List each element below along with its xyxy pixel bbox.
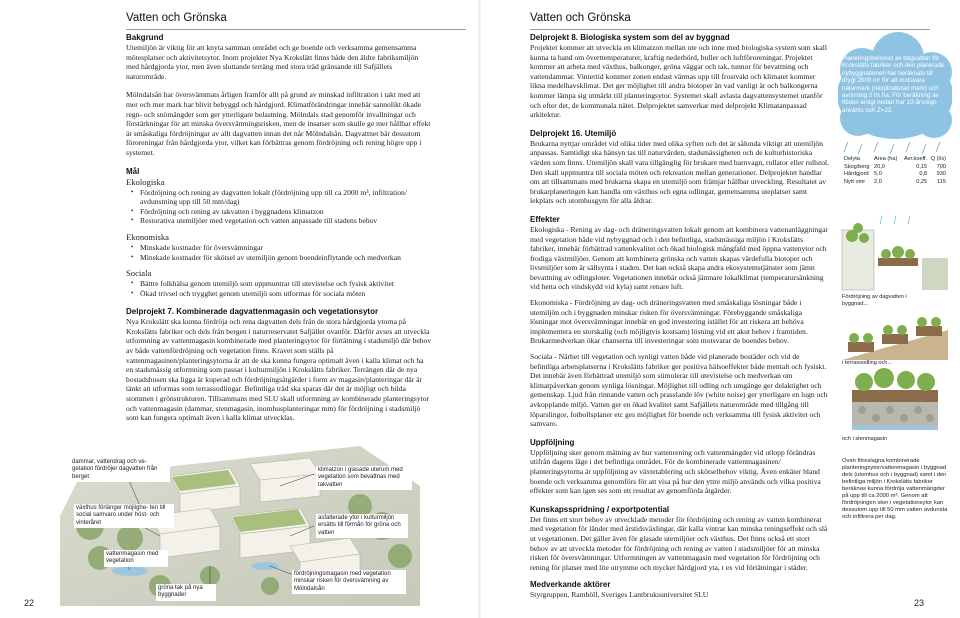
list-item: • Minskade kostnader för översvämningar: [140, 243, 432, 253]
table-cell: 930: [936, 171, 946, 178]
caption-terrass: i terrassodling och...: [842, 360, 893, 366]
effekter-sociala: Sociala - Närhet till vegetation och synligt vatten både vid planerade bostäder och vid de befintliga arbetsplatserna i Krokslätts fabriker ger positiva hälsoeffekter både mentalt och fysiskt. Det innebär även förbättrad utemiljö som stimulerar till utevistelse och medverkan om klimatpåverkan genom synliga lösningar. Möjlighet till odling och umgänge ger delaktighet och gemenskap. Ljud från rinnande vatten och prasslande löv (white noise) ger ytterligare en lugn och avkopplande miljö. Vatten ger en ökad kvalitet samt Safjällets naturområde med tillgång till löparslingor, fotbollsplaner etc ges möjlighet för boende och verksamma till fysisk aktivitet och samvaro.: [530, 352, 828, 429]
projekt8-heading: Delprojekt 8. Biologiska system som del av byggnad: [530, 33, 730, 42]
list-item: • Fördröjning och rening av takvatten i byggnadens klimatzon: [140, 207, 432, 217]
sociala-list: [140, 279, 432, 298]
uppfoljning-heading: Uppföljning: [530, 437, 575, 447]
table-row: [843, 171, 947, 179]
right-text-column: [530, 33, 830, 600]
aktorer-paragraph: Styrgruppen, Ramböll, Sveriges Lantbruksuniversitet SLU: [530, 590, 709, 600]
table-cell: 0,25: [916, 178, 928, 185]
uppfoljning-paragraph: Uppföljning sker genom mätning av hur vattenrening och vattenmängder vid utlopp förändras utifrån dagens läge i det befintliga området. För de kombinerade vattenmagasinen/ planteringsytorna är uppföljning av växtetablering och skötselbehov viktig. Även enkäter bland boende och verksamma genomförs för att visa på hur den yttre miljö används och vilka positiva effekter som kan igen ses som ett resultat av genomförda åtgärder.: [530, 447, 821, 496]
kunskap-heading: Kunskapsspridning / exportpotential: [530, 504, 670, 514]
effekter-ekonomiska: Ekonomiska - Fördröjning av dag- och dräneringsvatten med småskaliga lösningar både i utemiljön och i byggnaden minskar risken för översvämningar. Förebyggande småskaliga lösningar mot översvämningar innebär en god investering istället för att riskera att behöva implementera en storskalig (och möjligtvis kostsam) lösning vid ett akut behov i framtiden. Brukarmedverkan ökar chanserna till investeringar som motsvarar de boendes behov.: [530, 298, 808, 346]
table-cell: 20,0: [874, 163, 885, 170]
table-header: Delyta: [844, 156, 860, 162]
ekonomiska-list: [140, 243, 432, 262]
callout-klimatzon: klimatzon i glasade uterum med vegetation som bevattnas med takvatten: [316, 466, 412, 490]
list-item: • Minskade kostnader för skötsel av utemiljön genom boendeinflytande och medverkan: [140, 253, 432, 263]
running-head: Vatten och Grönska: [530, 12, 631, 24]
callout-asfalterade: asfalterade ytor i kulturmiljön ersätts till förmån för gröna och vatten: [316, 514, 408, 538]
aktorer-heading: Medverkande aktörer: [530, 580, 611, 590]
page-number: 23: [914, 598, 925, 608]
projekt8-paragraph: Projektet kommer att utveckla en klimatzon mellan ute och inne med biologiska system som skall kunna ta hand om överttemperaturer, kraftig nederbörd, buller och luftföroreningar. Projektet kommer att arbeta med växthus, balkonger, gröna väggar och tak, tunnor för bevattning och vattendammar. Vintertid kommer zonen endast värmas upp till frostvakt och klimatet kommer likna medelhavsklimat. Det ger möjlighet till andra biotoper än vad vanligt är och balkongerna kommer lämpa sig utmärkt till planteringsytor. Systemet skall avlasta dagvattensystemet utanför och efter det, de kommunala nätet. Delprojektet samverkar med delprojekt Klimatanpassad arkitektur.: [530, 43, 827, 120]
table-header: Area (ha): [874, 156, 898, 162]
projekt16-heading: Delprojekt 16. Utemiljö: [530, 128, 617, 138]
bakgrund-heading: Bakgrund: [126, 33, 164, 42]
callout-vaxthus: växthus förlänger möjlighe- ten till social samvaro under höst- och vinteråret: [74, 504, 174, 528]
header-rule: [126, 29, 466, 30]
caption-byggnad: Fördröjning av dagvatten i byggnad...: [842, 294, 907, 307]
table-header: Q (l/s): [930, 156, 946, 162]
table-header: Avr.koeff.: [904, 156, 928, 162]
projekt7-paragraph: Nya Krokslätt ska kunna fördröja och rena dagvatten dels från de stora hårdgjorda ytorna på Krokslätts fabriker och dels från bergen i naturreservatet Safjället ovanför. Därför avses att utveckla utformning av vattenmagasin kombinerade med planteringsytor för förtätning i stadsmiljö där behov av både vattenfördröjning och vegetation finns. Kravet som ställs på vattenmagasinen/planteringsytorna är att de ska kunna fungera optimalt även i kalla klimat och ha en stadsmässig utformning som passar i kulturmiljön i Krokslätts fabriker. Terrängen där de nya bostadshusen ska ligga är kuperad och fördröjningsåtgärder i form av magasin/planteringar där är tänkt att utformas som terrassodlingar. Befintliga träd ska sparas där det är möjligt och bilda stommen i grönstrukturen. Tillsammans med SLU skall utformning av kombinerade planteringsytor och vattenmagasin (dammar, stenmagasin, inomhusplanteringar mm) för fördröjning i stadsmiljö som kan fungera optimalt även i kalla klimat utvecklas.: [126, 317, 432, 423]
table-cell: Hårdgjord: [844, 171, 869, 178]
table-cell: 5,0: [874, 171, 882, 178]
effekter-ekologiska: Ekologiska - Rening av dag- och dräneringsvatten lokalt genom att kombinera vattenanläggningar med vegetation både vid nybyggnad och i den befintliga, stadsmässiga miljön i Krokslätts fabriker, innebär förbättrad vattenkvalitet och ökad biologisk mångfald med öppna vattenytor och frodiga växtmiljöer. Genom att kombinera grönska och vatten skapas värdefulla biotoper och livsmiljöer som är sällsynta i staden. Det kan också skapa andra ekosystemstjänster som jämn bevattning av odlingsloter. Vegetationen innebär också jämnare lokalklimat (temperatursänkning vid hetta och vindskydd vid kyla) samt renare luft.: [530, 224, 828, 292]
table-row: [843, 179, 947, 187]
running-head: Vatten och Grönska: [126, 12, 227, 24]
sociala-heading: Sociala: [126, 268, 152, 279]
effekter-heading: Effekter: [530, 214, 560, 224]
table-cell: 0,8: [919, 171, 928, 178]
ekologiska-list: [140, 188, 432, 226]
list-item: • Fördröjning och rening av dagvatten lokalt (fördröjning upp till ca 2000 m³, infiltration/ avdunstning upp till 50 mm/dag): [140, 188, 432, 207]
table-cell: Nytt omr: [844, 178, 866, 185]
bakgrund-paragraph: Utemiljön är viktig för att knyta samman området och ge boende och verksamma gemensamma mötesplatser och aktivitetsytor. Inom projektet Nya Krokslätt finns både den äldre fabriksmiljön med hårdgjorda ytor, men även sluttande terräng med stora träd gränsande till Safjällets naturområde.: [126, 43, 419, 81]
table-header-row: [843, 156, 947, 164]
left-text-column: [126, 33, 432, 423]
ekonomiska-heading: Ekonomiska: [126, 231, 169, 242]
table-cell: Skog/berg: [844, 163, 870, 170]
callout-fordrojningsmagasin: fördröjningsmagasin med vegetation minskar risken för översvämning av Mölndalsån: [292, 570, 406, 594]
table-cell: 700: [936, 163, 946, 170]
callout-grona-tak: gröna tak på nya byggnader: [156, 584, 216, 601]
table-cell: 0,15: [916, 163, 928, 170]
kunskap-paragraph: Det finns ett stort behov av utvecklade metoder för fördröjning och rening av vatten kombinerat med vegetation för länder med årstidsväxlingar, där kalla vintrar kan minska reningseffekt och slå ut vegetationen. Det gäller även för glasade utemiljöer och växthus. Det finns också ett stort behov av att utveckla metoder för fördröjning och rening av vatten i stadsmiljöer för att minska risken för översvämningar. Utformningen av vattenmagasin med vegetation för fördröjning och rening för platser med lite utrymme och mycket hårdgjord yta, t ex vid förtätningar i städer.: [530, 514, 828, 572]
district-illustration: [60, 446, 420, 606]
list-item: • Bättre folkhälsa genom utemiljö som uppmuntrar till utevistelse och fysisk aktivitet: [140, 279, 432, 289]
table-cell: 2,0: [874, 178, 882, 185]
flow-table: [843, 156, 947, 186]
callout-vattenmagasin: vattenmagasin med vegetation: [104, 550, 168, 567]
projekt16-paragraph: Brukarna nyttjar området vid olika tider med olika syften och det är sålunda viktigt att utemiljön anpassas. Samtidigt ska hänsyn tas till naturvärden, stadsmässigheten och de kulturhistoriska värden som finns. Utemiljön skall vara tillgänglig för brukare med barnvagn, rullator eller rullstol. Den skall uppmuntra till sociala möten och rekreation mellan generationer. Delprojektet handlar om att tillsammans med brukarna skapa en utemiljö som främjar hållbar utveckling. Resultatet av brukarplaneringen kan handla om växthus och egna odlingar, gemensamma uteplatser samt lekplats och utomhusgym för alla åldrar.: [530, 138, 830, 206]
mal-heading: Mål: [126, 166, 140, 176]
ekologiska-heading: Ekologiska: [126, 176, 165, 187]
callout-dammar: dammar, vattendrag och ve- getation fördröjer dagvatten från berget: [70, 458, 170, 482]
list-item: • Ökad trivsel och trygghet genom utemiljö som utformas för sociala möten: [140, 289, 432, 299]
sidebar-caption: Ovan föreslagna kombinerade planteringsytor/vattenmagasin i byggnad dels (utomhus och i byggnad) samt i den befintliga miljön i Krokslätts fabriker beräknas kunna fördröja vattenmängder på upp till ca 2000 m³. Genom att fördröjningen sker i vegetationsytor kan dessutom upp till 50 mm vatten avdunsta och infiltrera per dag.: [842, 458, 948, 520]
caption-stenmagasin: och i stenmagasin: [842, 436, 888, 442]
cloud-info-text: Planeringsbehovet av dagvatten för Krokslätts fabriker och den planerade nybyggnationen har beräknats till drygt 2000 m³ för att motsvara naturmark (oexploaterad mark) och avrinning 2 l/s ha. För beräkning av flöden enligt nedan har 10-årsregn använts och Z=22.: [842, 55, 945, 114]
list-item: • Restorativa utemiljöer med vegetation och vatten anpassade till stadens behov: [140, 216, 432, 226]
bakgrund-paragraph-2: Mölndalsån har översvämmats årligen framför allt på grund av minskad infiltration i takt med att mer och mer mark har blivit bebyggd och hårdgjord. Klimatförändringar innebär sannolikt ökade regn- och snömängder som ger ytterligare belastning. Mölndals stad genomför invallningar och förstärkningar för att minska översvämningsrisken, men de insatser som skulle ge mer hållbar effekt är småskaliga fördröjningar av allt dagvatten innan det når Mölndalsån. Dagvattnet bär dessutom föroreningar från hårdgjorda ytor, vilket kan förbättras genom fördröjning och rening högre upp i systemet.: [126, 90, 431, 157]
projekt7-heading: Delprojekt 7. Kombinerade dagvattenmagasin och vegetationsytor: [126, 307, 379, 317]
page-number: 22: [24, 598, 35, 608]
table-cell: 115: [937, 178, 946, 185]
